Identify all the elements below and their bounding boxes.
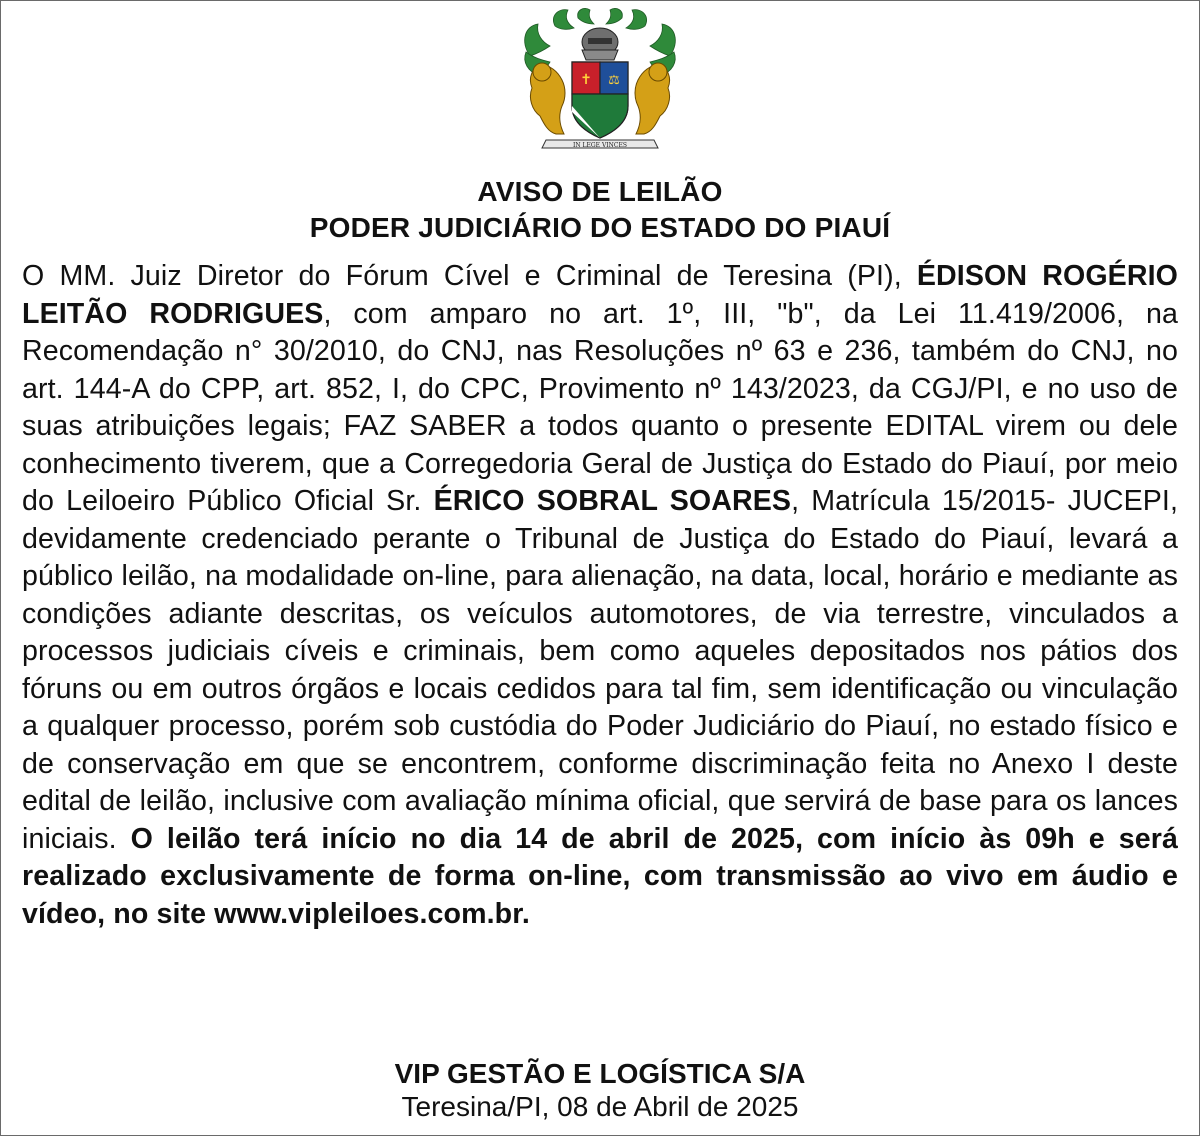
motto-text: IN LEGE VINCES bbox=[572, 142, 628, 149]
place-date: Teresina/PI, 08 de Abril de 2025 bbox=[401, 1091, 799, 1122]
notice-body bbox=[22, 258, 1178, 933]
body-part-3: , Matrícula 15/2015- JUCEPI, devidamente credenciado perante o Tribunal de Justiça do Estado do Piauí, levará a público leilão, na modalidade on-line, para alienação, na data, local, horário e mediante as condições adiante descritas, os veículos automotores, de via terrestre, vinculados a processos judiciais cíveis e criminais, bem como aqueles depositados nos pátios dos fóruns ou em outros órgãos e locais cedidos para tal fim, sem identificação ou vinculação a qualquer processo, porém sob custódia do Poder Judiciário do Piauí, no estado físico e de conservação em que se encontrem, conforme discriminação feita no Anexo I deste edital de leilão, inclusive com avaliação mínima oficial, que servirá de base para os lances iniciais. bbox=[22, 485, 1179, 855]
right-lion-icon bbox=[635, 63, 670, 134]
helmet-icon bbox=[582, 28, 618, 60]
notice-title: AVISO DE LEILÃO bbox=[477, 176, 723, 207]
body-part-1: O MM. Juiz Diretor do Fórum Cível e Criminal de Teresina (PI), bbox=[22, 260, 917, 292]
left-lion-icon bbox=[530, 63, 565, 134]
svg-text:✝: ✝ bbox=[580, 72, 592, 88]
notice-subtitle: PODER JUDICIÁRIO DO ESTADO DO PIAUÍ bbox=[309, 212, 891, 243]
shield-icon bbox=[572, 62, 628, 138]
motto-scroll bbox=[542, 140, 658, 149]
body-part-2: , com amparo no art. 1º, III, "b", da Lei 11.419/2006, na Recomendação n° 30/2010, do CNJ, nas Resoluções nº 63 e 236, também do CNJ, no art. 144-A do CPP, art. 852, I, do CPC, Provimento nº 143/2023, da CGJ/PI, e no uso de suas atribuições legais; FAZ SABER a todos quanto o presente EDITAL virem ou dele conhecimento tiverem, que a Corregedoria Geral de Justiça do Estado do Piauí, por meio do Leiloeiro Público Oficial Sr. bbox=[22, 297, 1178, 517]
auctioneer-name: ÉRICO SOBRAL SOARES bbox=[433, 485, 792, 517]
coat-of-arms-icon bbox=[510, 6, 690, 156]
svg-text:⚖: ⚖ bbox=[608, 73, 620, 88]
auction-highlight: O leilão terá início no dia 14 de abril de 2025, com início às 09h e será realizado exclusivamente de forma on-line, com transmissão ao vivo em áudio e vídeo, no site www.vipleiloes.com.br. bbox=[22, 822, 1178, 930]
judge-name: ÉDISON ROGÉRIO LEITÃO RODRIGUES bbox=[22, 260, 1178, 330]
company-name: VIP GESTÃO E LOGÍSTICA S/A bbox=[394, 1058, 806, 1089]
